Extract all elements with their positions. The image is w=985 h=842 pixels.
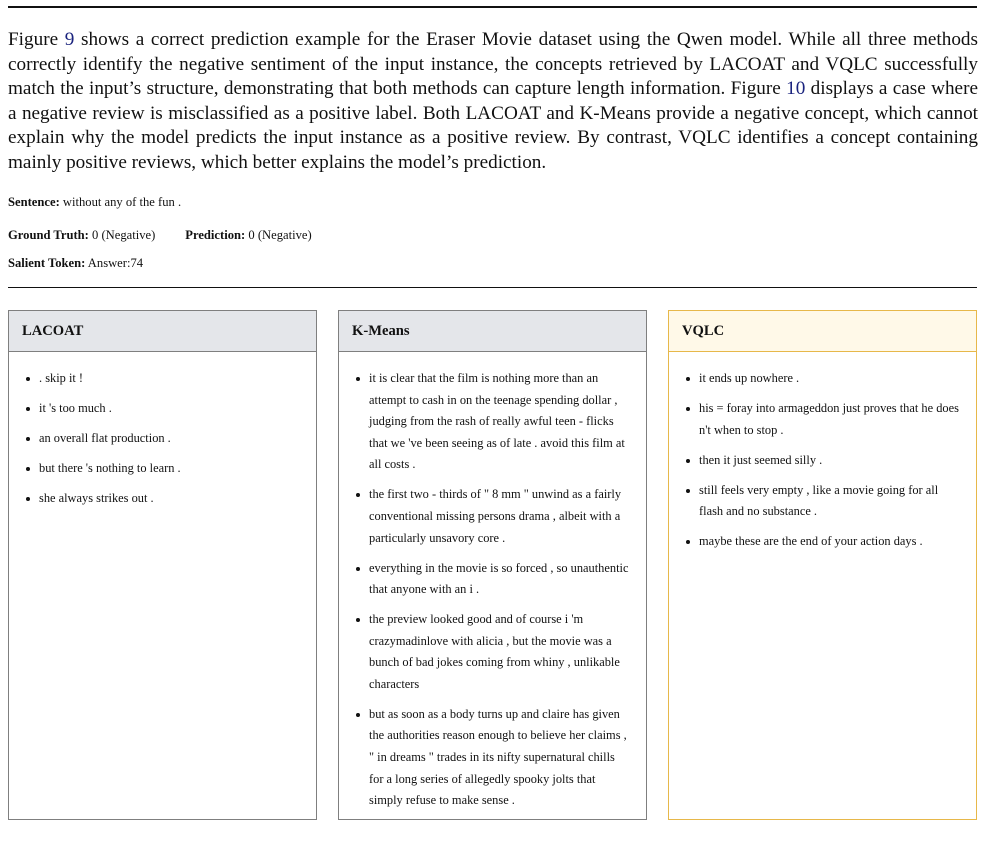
vqlc-panel-title: VQLC — [669, 311, 976, 352]
salient-token-line — [8, 255, 143, 271]
list-item: still feels very empty , like a movie going for all flash and no substance . — [685, 480, 960, 523]
list-item: the first two - thirds of " 8 mm " unwind as a fairly conventional missing persons drama , albeit with a particularly unsavory core . — [355, 484, 630, 549]
list-item: the preview looked good and of course i 'm crazymadinlove with alicia , but the movie was a bunch of bad jokes coming from whiny , unlikable characters — [355, 609, 630, 695]
paragraph-text-2: shows a correct prediction example for the Eraser Movie dataset using the Qwen model. While all three methods correctly identify the negative sentiment of the input instance, the concepts retrieved by LACOAT and VQLC successfully match the input’s structure, demonstrating that both methods can capture length information. Figure — [8, 29, 978, 100]
kmeans-panel — [338, 310, 647, 820]
paragraph-text-1: Figure — [8, 29, 65, 50]
labels-line — [8, 227, 312, 243]
list-item: then it just seemed silly . — [685, 450, 960, 472]
top-rule — [8, 6, 977, 8]
lacoat-panel — [8, 310, 317, 820]
sentence-line — [8, 194, 181, 210]
list-item: it ends up nowhere . — [685, 368, 960, 390]
figure-10-link[interactable]: 10 — [786, 78, 806, 100]
salient-token-value: Answer:74 — [85, 256, 144, 270]
kmeans-panel-title: K-Means — [339, 311, 646, 352]
list-item: an overall flat production . — [25, 428, 300, 450]
list-item: it 's too much . — [25, 398, 300, 420]
list-item: but there 's nothing to learn . — [25, 458, 300, 480]
lacoat-panel-title: LACOAT — [9, 311, 316, 352]
vqlc-concept-list — [669, 352, 976, 553]
ground-truth-label: Ground Truth: — [8, 228, 89, 242]
paragraph-text-3: displays a case where a negative review is misclassified as a positive label. Both LACOAT and K-Means provide a negative concept, which cannot explain why the model predicts the input instance as a positive review. By contrast, VQLC identifies a concept containing mainly positive reviews, which better explains the model’s prediction. — [8, 78, 978, 173]
lacoat-concept-list — [9, 352, 316, 510]
list-item: but as soon as a body turns up and claire has given the authorities reason enough to believe her claims , " in dreams " trades in its nifty supernatural chills for a long series of allegedly spooky jolts that simply refuse to make sense . — [355, 704, 630, 812]
figure-9-link[interactable]: 9 — [64, 29, 75, 50]
list-item: it is clear that the film is nothing more than an attempt to cash in on the teenage spending dollar , judging from the rash of really awful teen - flicks that we 've been seeing as of late . avoid this film at all costs . — [355, 368, 630, 476]
vqlc-panel — [668, 310, 977, 820]
kmeans-concept-list — [339, 352, 646, 812]
list-item: maybe these are the end of your action days . — [685, 531, 960, 553]
section-rule — [8, 287, 977, 288]
sentence-label: Sentence: — [8, 195, 60, 209]
prediction-label: Prediction: — [185, 228, 246, 242]
list-item: . skip it ! — [25, 368, 300, 390]
ground-truth-value: 0 (Negative) — [88, 228, 156, 242]
list-item: his = foray into armageddon just proves that he does n't when to stop . — [685, 398, 960, 441]
list-item: everything in the movie is so forced , so unauthentic that anyone with an i . — [355, 558, 630, 601]
prediction-value: 0 (Negative) — [245, 228, 312, 242]
salient-token-label: Salient Token: — [8, 256, 86, 270]
list-item: she always strikes out . — [25, 488, 300, 510]
sentence-value: without any of the fun . — [59, 195, 182, 209]
body-paragraph — [8, 28, 978, 176]
